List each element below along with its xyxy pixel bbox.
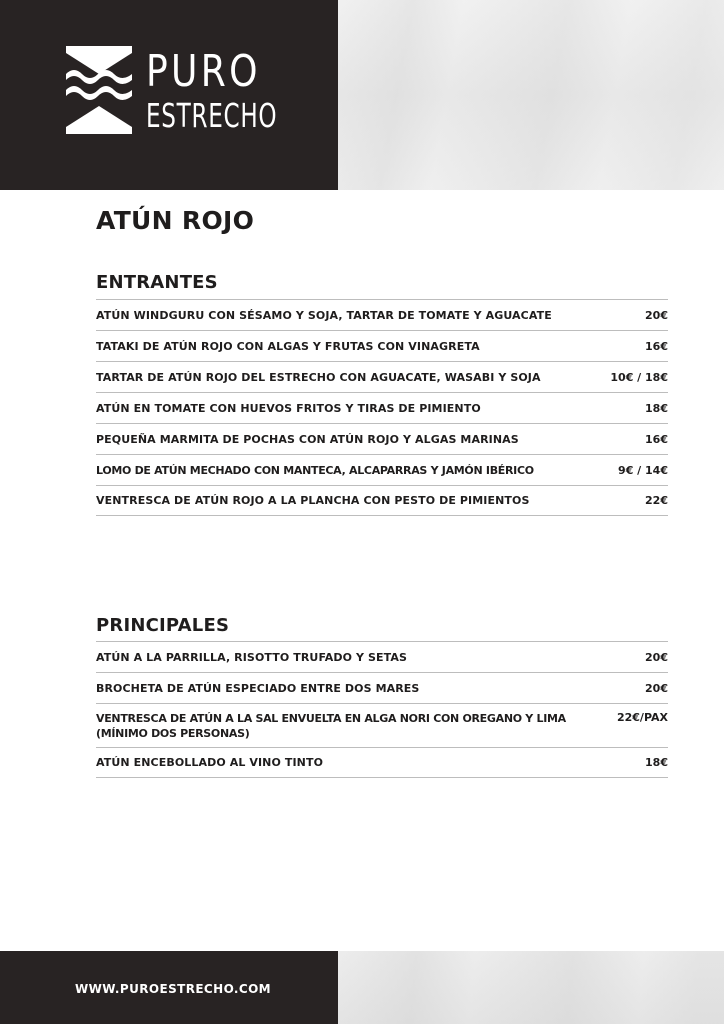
menu-item — [96, 747, 668, 778]
entrantes-list — [96, 299, 668, 516]
menu-item — [96, 361, 668, 392]
menu-item — [96, 703, 668, 747]
header-marble-panel — [338, 0, 724, 190]
dish-name: PEQUEÑA MARMITA DE POCHAS CON ATÚN ROJO Y ALGAS MARINAS — [96, 432, 519, 446]
footer-marble-panel — [338, 951, 724, 1024]
logo-icon — [66, 46, 132, 134]
dish-name: LOMO DE ATÚN MECHADO CON MANTECA, ALCAPARRAS Y JAMÓN IBÉRICO — [96, 463, 534, 477]
brand-name-line2: ESTRECHO — [146, 96, 278, 135]
brand-name-line1: PURO — [146, 46, 261, 97]
menu-item — [96, 454, 668, 485]
menu-item — [96, 299, 668, 330]
dish-price: 9€ / 14€ — [618, 463, 668, 477]
menu-item — [96, 330, 668, 361]
dish-name: ATÚN ENCEBOLLADO AL VINO TINTO — [96, 756, 324, 769]
dish-name: TARTAR DE ATÚN ROJO DEL ESTRECHO CON AGUACATE, WASABI Y SOJA — [96, 370, 541, 384]
dish-price: 16€ — [645, 339, 668, 353]
dish-price: 20€ — [645, 681, 668, 695]
dish-price: 22€ — [645, 494, 668, 507]
dish-name: ATÚN WINDGURU CON SÉSAMO Y SOJA, TARTAR DE TOMATE Y AGUACATE — [96, 308, 552, 322]
dish-price: 20€ — [645, 308, 668, 322]
dish-name: VENTRESCA DE ATÚN ROJO A LA PLANCHA CON PESTO DE PIMIENTOS — [96, 494, 530, 507]
menu-item — [96, 392, 668, 423]
dish-price: 10€ / 18€ — [610, 370, 668, 384]
dish-name: ATÚN EN TOMATE CON HUEVOS FRITOS Y TIRAS DE PIMIENTO — [96, 401, 481, 415]
section-title-entrantes: ENTRANTES — [96, 272, 218, 293]
page-title: ATÚN ROJO — [96, 206, 255, 235]
dish-price: 18€ — [645, 401, 668, 415]
website-link[interactable]: WWW.PUROESTRECHO.COM — [75, 982, 272, 996]
menu-item — [96, 423, 668, 454]
section-title-principales: PRINCIPALES — [96, 615, 230, 636]
dish-name: ATÚN A LA PARRILLA, RISOTTO TRUFADO Y SETAS — [96, 650, 408, 664]
dish-price: 16€ — [645, 432, 668, 446]
dish-name: BROCHETA DE ATÚN ESPECIADO ENTRE DOS MARES — [96, 681, 420, 695]
menu-item — [96, 672, 668, 703]
dish-price: 22€/PAX — [616, 711, 668, 724]
dish-name: TATAKI DE ATÚN ROJO CON ALGAS Y FRUTAS CON VINAGRETA — [96, 339, 480, 353]
dish-name: VENTRESCA DE ATÚN A LA SAL ENVUELTA EN ALGA NORI CON OREGANO Y LIMA (MÍNIMO DOS PERSONAS) — [96, 712, 566, 740]
dish-price: 20€ — [645, 650, 668, 664]
dish-price: 18€ — [645, 756, 668, 769]
menu-item — [96, 485, 668, 516]
menu-item — [96, 641, 668, 672]
principales-list — [96, 641, 668, 778]
